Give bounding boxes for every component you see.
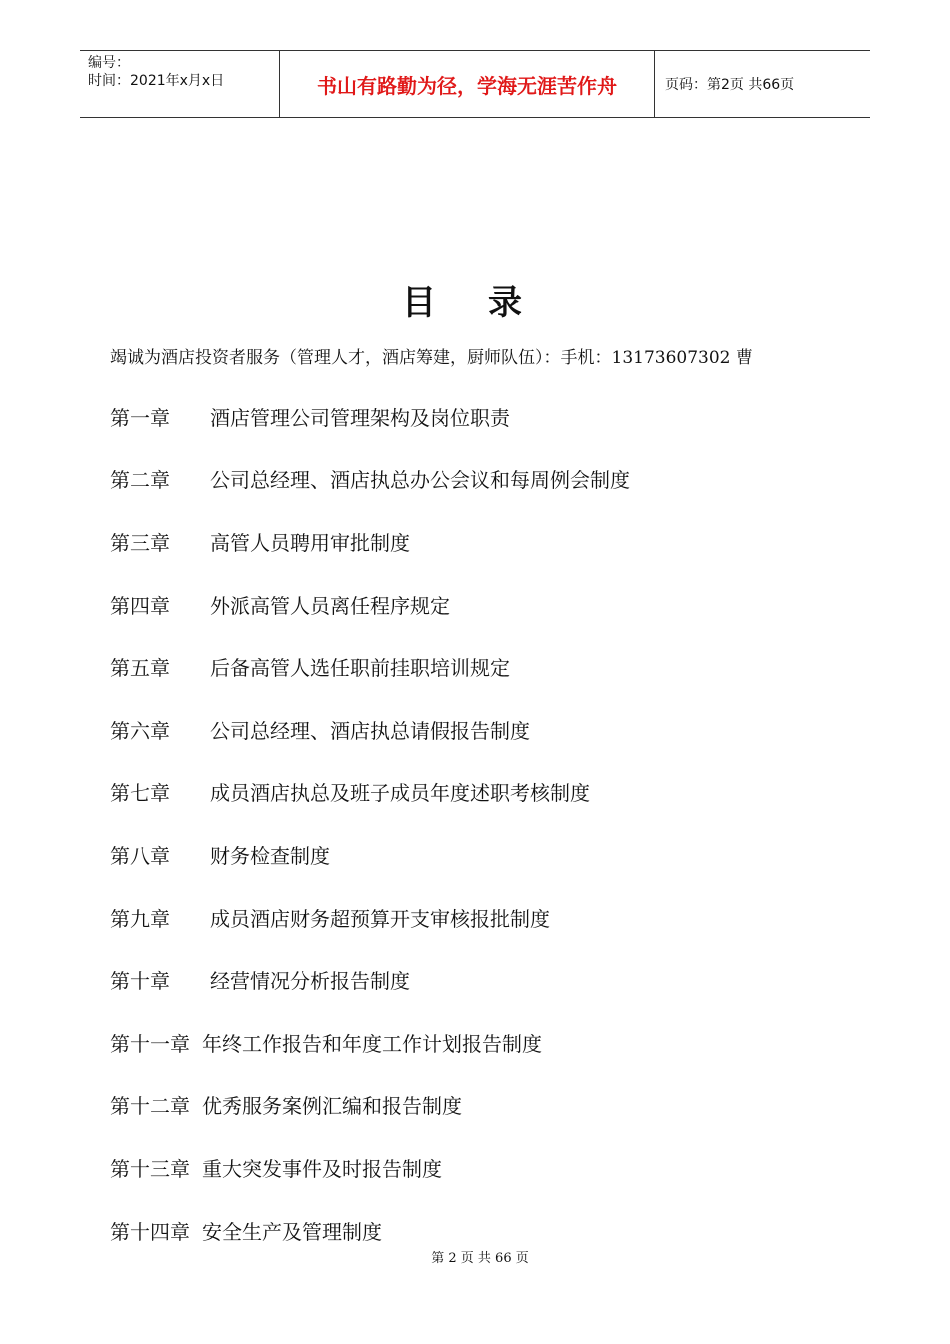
header-meta [80,51,280,117]
contact-line: 竭诚为酒店投资者服务（管理人才，酒店筹建，厨师队伍）：手机：13173607302 曹 [110,348,753,368]
toc-item [110,948,630,1011]
chapter-title: 后备高管人选任职前挂职培训规定 [210,656,510,681]
chapter-number: 第五章 [110,656,170,681]
toc-item [110,1011,630,1074]
chapter-title: 成员酒店财务超预算开支审核报批制度 [210,906,550,931]
toc-item [110,698,630,761]
page-header [80,50,870,118]
chapter-number: 第十一章 [110,1031,190,1056]
toc-item [110,761,630,824]
chapter-title: 年终工作报告和年度工作计划报告制度 [202,1031,542,1056]
chapter-title: 高管人员聘用审批制度 [210,530,410,555]
page-footer: 第 2 页 共 66 页 [431,1251,529,1266]
toc-item [110,448,630,511]
chapter-title: 公司总经理、酒店执总办公会议和每周例会制度 [210,468,630,493]
code-label: 编号： [88,55,130,71]
chapter-title: 财务检查制度 [210,843,330,868]
chapter-number: 第四章 [110,593,170,618]
toc-item [110,510,630,573]
time-label: 时间：2021年x月x日 [88,73,225,89]
chapter-number: 第六章 [110,718,170,743]
chapter-number: 第八章 [110,843,170,868]
chapter-number: 第七章 [110,781,170,806]
toc-item [110,573,630,636]
chapter-number: 第二章 [110,468,170,493]
chapter-number: 第十四章 [110,1219,190,1244]
chapter-title: 公司总经理、酒店执总请假报告制度 [210,718,530,743]
page-info: 页码：第2页 共66页 [665,77,795,93]
chapter-number: 第一章 [110,405,170,430]
chapter-title: 优秀服务案例汇编和报告制度 [202,1094,462,1119]
chapter-number: 第十三章 [110,1156,190,1181]
chapter-number: 第三章 [110,530,170,555]
toc-item [110,1074,630,1137]
toc-item [110,385,630,448]
chapter-title: 重大突发事件及时报告制度 [202,1156,442,1181]
toc-item [110,823,630,886]
chapter-title: 经营情况分析报告制度 [210,969,410,994]
chapter-title: 酒店管理公司管理架构及岗位职责 [210,405,510,430]
chapter-title: 外派高管人员离任程序规定 [210,593,450,618]
chapter-title: 成员酒店执总及班子成员年度述职考核制度 [210,781,590,806]
motto: 书山有路勤为径，学海无涯苦作舟 [280,51,655,117]
document-title: 目录 [402,283,574,323]
toc-item [110,635,630,698]
chapter-number: 第十章 [110,969,170,994]
chapter-number: 第十二章 [110,1094,190,1119]
chapter-title: 安全生产及管理制度 [202,1219,382,1244]
toc-item [110,1136,630,1199]
toc-item [110,886,630,949]
table-of-contents [110,385,630,1261]
chapter-number: 第九章 [110,906,170,931]
